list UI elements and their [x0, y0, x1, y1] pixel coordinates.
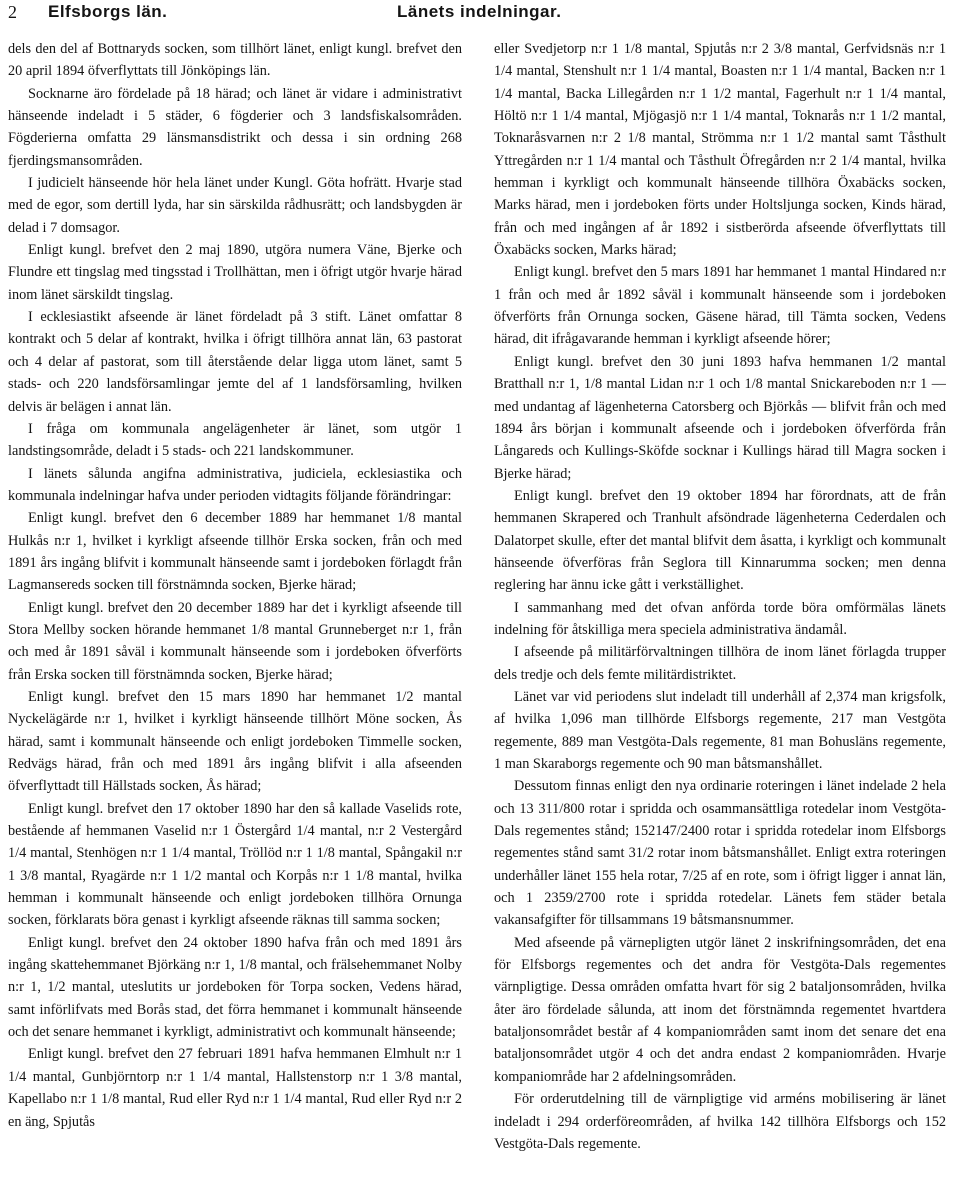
paragraph: Enligt kungl. brefvet den 15 mars 1890 har hemmanet 1/2 mantal Nyckelägärde n:r 1, hvilket i kyrkligt hänseende tillhört Möne socken, Ås härad, samt i kommunalt hänseende och enligt jordeboken Timmelle socken, Redvägs härad, från och med 1891 års ingång blifvit i alla afseenden öfverflyttadt till Hällstads socken, Ås härad; [8, 688, 462, 795]
paragraph: dels den del af Bottnaryds socken, som tillhört länet, enligt kungl. brefvet den 20 april 1894 öfverflyttats till Jönköpings län. [8, 41, 462, 80]
paragraph: Enligt kungl. brefvet den 17 oktober 1890 har den så kallade Vaselids rote, bestående af hemmanen Vaselid n:r 1 Östergård 1/4 mantal, n:r 2 Vestergård 1/4 mantal, Stenhögen n:r 1 1/4 mantal, Tröllöd n:r 1 1/8 mantal, Spångakil n:r 1 3/8 mantal, Ryagärde n:r 1 1/2 mantal och Korpås n:r 1 1/8 mantal, hvilka hemman i kommunalt hänseende och enligt jordeboken tillhöra Ornunga socken, förklarats böra genast i kyrkligt afseende räknas till samma socken; [8, 800, 462, 929]
paragraph: I länets sålunda angifna administrativa, judiciela, ecklesiastika och kommunala indelningar hafva under perioden vidtagits följande förändringar: [8, 465, 462, 504]
header-right-title: Länets indelningar. [397, 2, 562, 21]
paragraph: Enligt kungl. brefvet den 5 mars 1891 har hemmanet 1 mantal Hindared n:r 1 från och med år 1892 såväl i kommunalt hänseende som i jordeboken öfverförts från Ornunga socken, Gäsene härad, till Tämta socken, Vedens härad, dit ifrågavarande hemman i kyrkligt afseende hörer; [494, 264, 946, 348]
paragraph: Länet var vid periodens slut indeladt till underhåll af 2,374 man krigsfolk, af hvilka 1,096 man tillhörde Elfsborgs regemente, 217 man Vestgöta regemente, 889 man Vestgöta-Dals regemente, 81 man Bohusläns regemente, 1 man Skaraborgs regemente och 90 man båtsmanshållet. [494, 688, 946, 772]
right-column [494, 38, 946, 1184]
paragraph: I fråga om kommunala angelägenheter är länet, som utgör 1 landstingsområde, deladt i 5 stads- och 221 landskommuner. [8, 420, 462, 460]
paragraph: Socknarne äro fördelade på 18 härad; och länet är vidare i administrativt hänseende indeladt i 5 städer, 6 fögderier och 3 landsfiskalsområden. Fögderierna omfatta 29 länsmansdistrikt och dessa i sin ordning 268 fjerdingsmansområden. [8, 85, 462, 169]
paragraph: I afseende på militärförvaltningen tillhöra de inom länet förlagda trupper dels tredje och dels femte militärdistriktet. [494, 644, 946, 683]
running-header [0, 0, 960, 30]
paragraph: Enligt kungl. brefvet den 27 februari 1891 hafva hemmanen Elmhult n:r 1 1/4 mantal, Gunbjörntorp n:r 1 1/4 mantal, Hallstenstorp n:r 1 3/8 mantal, Kapellabo n:r 1 1/8 mantal, Rud eller Ryd n:r 1 1/4 mantal, Rud eller Ryd n:r 2 en äng, Spjutås [8, 1046, 462, 1130]
paragraph: I judicielt hänseende hör hela länet under Kungl. Göta hofrätt. Hvarje stad med de egor, som dertill lyda, har sin särskilda rådhusrätt; och landsbygden är delad i 7 domsagor. [8, 175, 462, 236]
paragraph: Med afseende på värnepligten utgör länet 2 inskrifningsområden, det ena för Elfsborgs regementes och det andra för Vestgöta-Dals regementes värnpligtige. Dessa områden omfatta hvart för sig 2 bataljonsområden, hvilka åter äro fördelade sålunda, att inom det förstnämnda regementet hvartdera bataljonsområdet består af 4 kompaniområden samt inom det senare det ena bataljonsområdet utgör 4 och det andra endast 2 kompaniområden. Hvarje kompaniområde har 2 afdelningsområden. [494, 934, 946, 1085]
paragraph: Enligt kungl. brefvet den 30 juni 1893 hafva hemmanen 1/2 mantal Bratthall n:r 1, 1/8 mantal Lidan n:r 1 och 1/8 mantal Snickareboden n:r 1 — med undantag af lägenheterna Catorsberg och Björkås — blifvit från och med 1894 års början i kommunalt afseende och i jordeboken öfverförda från Långareds och Kullings-Sköfde socknar i Kullings härad till Magra socken i Bjerke härad; [494, 353, 946, 482]
paragraph: Enligt kungl. brefvet den 24 oktober 1890 hafva från och med 1891 års ingång skattehemmanet Björkäng n:r 1, 1/8 mantal, och frälsehemmanet Nolby n:r 1, 1/2 mantal, uteslutits ur jordeboken för Torpa socken, Vedens härad, samt införlifvats med Borås stad, det förra hemmanet i kommunalt hänseende och det senare hemmanet i kyrkligt, administrativt och kommunalt hänseende; [8, 934, 462, 1041]
paragraph: eller Svedjetorp n:r 1 1/8 mantal, Spjutås n:r 2 3/8 mantal, Gerfvidsnäs n:r 1 1/4 mantal, Stenshult n:r 1 1/4 mantal, Boasten n:r 1 1/4 mantal, Backen n:r 1 1/4 mantal, Backa Lillegården n:r 1 1/2 mantal, Fagerhult n:r 1 1/4 mantal, Höltö n:r 1 1/4 mantal, Mjögasjö n:r 1 1/4 mantal, Toknarås n:r 1 1/2 mantal, Toknaråsvarnen n:r 2 1/8 mantal, Strömma n:r 1 1/2 mantal samt Tåsthult Yttregården n:r 1 1/4 mantal och Tåsthult Öfregården n:r 2 1/4 mantal, hvilka hemman i kyrkligt och kommunalt hänseende tillhöra Öxabäcks socken, Marks härad, men i jordeboken förts under Holtsljunga socken, Kinds härad, från och med ingången af år 1892 i sistberörda afseende öfverflyttats till Öxabäcks socken, Marks härad; [494, 41, 946, 259]
paragraph: I sammanhang med det ofvan anförda torde böra omförmälas länets indelning för åtskilliga mera speciela administrativa ändamål. [494, 599, 946, 638]
paragraph: Enligt kungl. brefvet den 2 maj 1890, utgöra numera Väne, Bjerke och Flundre ett tingslag med tingsstad i Trollhättan, men i öfrigt utgör hvarje härad inom länet särskildt tingslag. [8, 242, 462, 303]
paragraph: Enligt kungl. brefvet den 19 oktober 1894 har förordnats, att de från hemmanen Skrapered och Tranhult afsöndrade lägenheterna Cederdalen och Dalatorpet skulle, efter det mantal blifvit dem åsatta, i kyrkligt och kommunalt hänseende öfverföras från Seglora till Kinnarumma socken; men denna reglering har ännu icke gått i verkställighet. [494, 487, 946, 594]
page-number: 2 [8, 2, 18, 22]
paragraph: I ecklesiastikt afseende är länet fördeladt på 3 stift. Länet omfattar 8 kontrakt och 5 delar af kontrakt, hvilka i öfrigt tillhöra annat län, 63 pastorat och 4 delar af pastorat, som till återstående delar ligga utom länet, samt 5 stads- och 220 landsförsamlingar jemte del af 1 landsförsamling, hvilken delvis är belägen i annat län. [8, 309, 462, 415]
left-column [8, 38, 462, 1184]
paragraph: Enligt kungl. brefvet den 6 december 1889 har hemmanet 1/8 mantal Hulkås n:r 1, hvilket i kyrkligt afseende tillhör Erska socken, från och med 1891 års ingång blifvit i kommunalt hänseende samt i jordeboken förlagdt från Lagmansereds socken till förstnämnda socken, Bjerke härad; [8, 510, 462, 594]
paragraph: Dessutom finnas enligt den nya ordinarie roteringen i länet indelade 2 hela och 13 311/800 rotar i spridda och osammansättliga rotedelar inom Vestgöta-Dals regementes stånd; 152147/2400 rotar i spridda rotedelar inom Elfsborgs regementes stånd samt 31/2 rotar inom båtsmanshållet. Enligt extra roteringen underhåller länet 155 hela rotar, 7/25 af en rote, som i öfrigt ligger i annat län, och 1 2359/2700 rote i spridda rotedelar. Länets fem städer betala vakansafgifter för tillsammans 19 båtsmansnummer. [494, 778, 946, 929]
header-left-title: Elfsborgs län. [48, 2, 168, 21]
paragraph: Enligt kungl. brefvet den 20 december 1889 har det i kyrkligt afseende till Stora Mellby socken hörande hemmanet 1/8 mantal Grunneberget n:r 1, från och med år 1891 såväl i kommunalt hänseende som i jordeboken öfverförts från Erska socken till förstnämnda socken, Bjerke härad; [8, 599, 462, 683]
paragraph: För orderutdelning till de värnpligtige vid arméns mobilisering är länet indeladt i 294 orderföreområden, af hvilka 142 tillhöra Elfsborgs och 152 Vestgöta-Dals regemente. [494, 1091, 946, 1152]
